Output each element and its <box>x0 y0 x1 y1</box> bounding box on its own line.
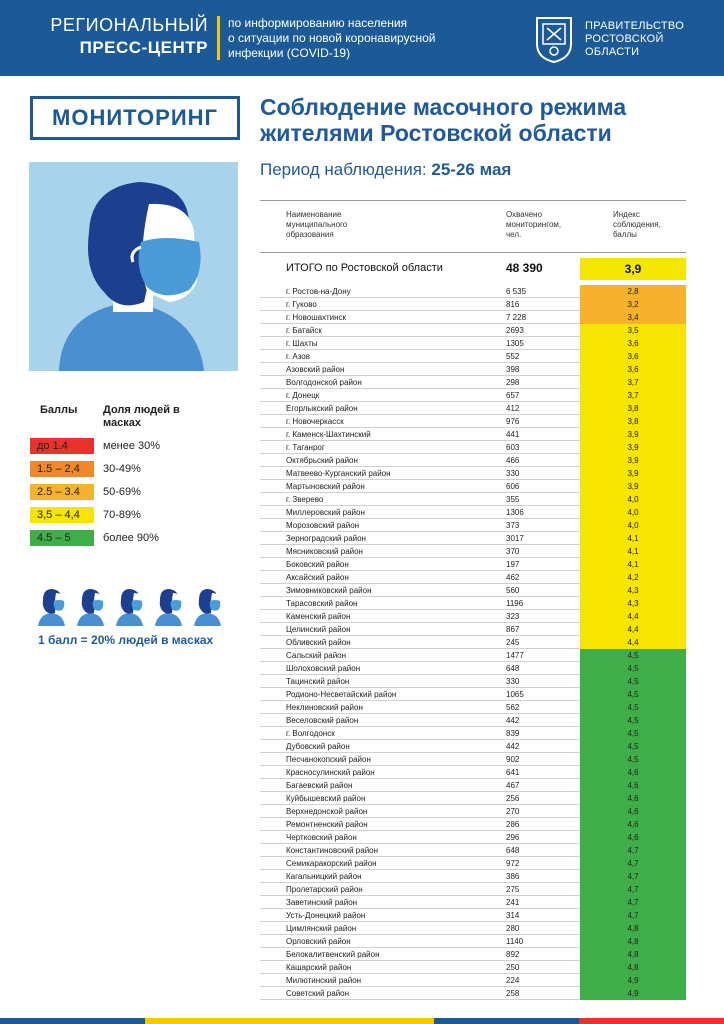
table-row <box>260 506 686 519</box>
table-row <box>260 623 686 636</box>
legend-item <box>30 461 230 477</box>
table-row <box>260 831 686 844</box>
table-row <box>260 389 686 402</box>
row-name: Целинский район <box>286 625 351 634</box>
table-row <box>260 688 686 701</box>
table-row <box>260 714 686 727</box>
row-index: 4,1 <box>580 532 686 545</box>
row-count: 250 <box>506 963 520 972</box>
row-count: 867 <box>506 625 520 634</box>
score-note: 1 балл = 20% людей в масках <box>38 633 214 647</box>
table-row <box>260 298 686 311</box>
row-index: 4,4 <box>580 623 686 636</box>
table-row <box>260 818 686 831</box>
row-index: 4,7 <box>580 909 686 922</box>
row-count: 657 <box>506 391 520 400</box>
row-count: 323 <box>506 612 520 621</box>
row-name: Матвеево-Курганский район <box>286 469 391 478</box>
row-name: Обливский район <box>286 638 351 647</box>
table-row <box>260 519 686 532</box>
col-header-count-line: Охвачено <box>506 210 543 219</box>
row-name: Кагальницкий район <box>286 872 362 881</box>
row-index: 4,5 <box>580 727 686 740</box>
row-count: 442 <box>506 716 520 725</box>
row-index: 3,4 <box>580 311 686 324</box>
press-line-2: ПРЕСС-ЦЕНТР <box>79 38 208 57</box>
row-index: 3,9 <box>580 480 686 493</box>
table-row <box>260 857 686 870</box>
row-count: 976 <box>506 417 520 426</box>
row-name: Боковский район <box>286 560 349 569</box>
row-index: 3,8 <box>580 415 686 428</box>
legend-item <box>30 484 230 500</box>
person-head-icon <box>36 586 66 626</box>
masked-person-icon <box>29 162 238 371</box>
row-name: Морозовский район <box>286 521 360 530</box>
row-name: Заветинский район <box>286 898 358 907</box>
row-name: Аксайский район <box>286 573 349 582</box>
row-index: 4,6 <box>580 805 686 818</box>
row-count: 224 <box>506 976 520 985</box>
footer-stripe-segment <box>290 1018 435 1024</box>
row-index: 4,8 <box>580 961 686 974</box>
row-name: г. Каменск-Шахтинский <box>286 430 371 439</box>
row-name: Сальский район <box>286 651 347 660</box>
row-index: 4,1 <box>580 545 686 558</box>
table-row <box>260 454 686 467</box>
row-index: 4,5 <box>580 675 686 688</box>
table-row <box>260 701 686 714</box>
col-header-index-line: баллы <box>613 230 637 239</box>
table-row <box>260 779 686 792</box>
period-value: 25-26 мая <box>431 160 512 179</box>
person-head-icon <box>153 586 183 626</box>
row-index: 2,8 <box>580 285 686 298</box>
row-count: 603 <box>506 443 520 452</box>
five-heads <box>36 586 226 626</box>
table-header-rule <box>260 252 686 253</box>
row-count: 270 <box>506 807 520 816</box>
row-index: 3,9 <box>580 428 686 441</box>
table-row <box>260 961 686 974</box>
total-count: 48 390 <box>506 261 543 275</box>
row-count: 972 <box>506 859 520 868</box>
row-count: 373 <box>506 521 520 530</box>
col-header-name <box>286 210 347 240</box>
header-subtitle <box>228 16 488 61</box>
row-name: Дубовский район <box>286 742 350 751</box>
legend-label: менее 30% <box>103 440 161 452</box>
table-row <box>260 974 686 987</box>
row-count: 462 <box>506 573 520 582</box>
person-head-icon <box>192 586 222 626</box>
table-row <box>260 909 686 922</box>
press-line-1: РЕГИОНАЛЬНЫЙ <box>50 15 208 35</box>
row-name: Советский район <box>286 989 350 998</box>
row-name: г. Батайск <box>286 326 322 335</box>
monitoring-badge: МОНИТОРИНГ <box>30 96 240 140</box>
col-header-count <box>506 210 561 240</box>
row-name: Ремонтненский район <box>286 820 368 829</box>
person-head-icon <box>75 586 105 626</box>
row-name: Тарасовский район <box>286 599 358 608</box>
legend-swatch: 1.5 – 2,4 <box>30 461 94 477</box>
row-index: 4,3 <box>580 584 686 597</box>
title-line-1: Соблюдение масочного режима <box>260 94 627 120</box>
table-row <box>260 675 686 688</box>
row-index: 4,7 <box>580 883 686 896</box>
row-index: 3,7 <box>580 376 686 389</box>
legend-item <box>30 438 230 454</box>
gov-line-3: ОБЛАСТИ <box>585 46 640 58</box>
table-row <box>260 571 686 584</box>
row-index: 3,8 <box>580 402 686 415</box>
table-row <box>260 311 686 324</box>
row-name: г. Донецк <box>286 391 320 400</box>
col-header-count-line: чел. <box>506 230 522 239</box>
row-count: 398 <box>506 365 520 374</box>
subtitle-line-2: о ситуации по новой коронавирусной <box>228 31 436 45</box>
col-header-name-line: муниципального <box>286 220 348 229</box>
row-index: 3,9 <box>580 441 686 454</box>
row-name: Каменский район <box>286 612 351 621</box>
legend-item <box>30 530 230 546</box>
person-head-icon <box>114 586 144 626</box>
col-header-index-line: соблюдения, <box>613 220 661 229</box>
row-index: 3,6 <box>580 363 686 376</box>
row-index: 4,5 <box>580 662 686 675</box>
row-count: 892 <box>506 950 520 959</box>
row-name: Пролетарский район <box>286 885 363 894</box>
row-name: г. Ростов-на-Дону <box>286 287 351 296</box>
row-index: 4,7 <box>580 870 686 883</box>
row-index: 4,8 <box>580 922 686 935</box>
row-name: г. Гуково <box>286 300 317 309</box>
row-count: 839 <box>506 729 520 738</box>
row-index: 4,5 <box>580 688 686 701</box>
row-name: г. Волгодонск <box>286 729 335 738</box>
table-row <box>260 805 686 818</box>
col-header-count-line: мониторингом, <box>506 220 562 229</box>
row-name: Усть-Донецкий район <box>286 911 366 920</box>
title-line-2: жителями Ростовской области <box>260 120 612 146</box>
table-row <box>260 740 686 753</box>
table-row <box>260 883 686 896</box>
table-row <box>260 896 686 909</box>
gov-line-2: РОСТОВСКОЙ <box>585 33 664 45</box>
total-index: 3,9 <box>580 258 686 280</box>
row-count: 648 <box>506 664 520 673</box>
row-name: Цимлянский район <box>286 924 357 933</box>
col-header-index <box>613 210 661 240</box>
row-index: 4,5 <box>580 649 686 662</box>
row-name: Шолоховский район <box>286 664 361 673</box>
legend-swatch: 2.5 – 3.4 <box>30 484 94 500</box>
row-index: 4,7 <box>580 896 686 909</box>
row-index: 4,5 <box>580 701 686 714</box>
row-name: г. Азов <box>286 352 310 361</box>
row-count: 1306 <box>506 508 524 517</box>
row-count: 902 <box>506 755 520 764</box>
row-index: 3,6 <box>580 350 686 363</box>
table-row <box>260 649 686 662</box>
row-name: Октябрьский район <box>286 456 358 465</box>
table-row <box>260 792 686 805</box>
footer-stripe-segment <box>0 1018 145 1024</box>
row-index: 4,6 <box>580 792 686 805</box>
row-index: 3,9 <box>580 467 686 480</box>
table-row <box>260 558 686 571</box>
table-row <box>260 753 686 766</box>
header-bar <box>0 0 724 76</box>
subtitle-line-3: инфекции (COVID-19) <box>228 46 351 60</box>
col-header-name-line: образования <box>286 230 334 239</box>
row-index: 4,8 <box>580 935 686 948</box>
row-count: 606 <box>506 482 520 491</box>
table-row <box>260 337 686 350</box>
row-name: Неклиновский район <box>286 703 363 712</box>
row-name: г. Таганрог <box>286 443 325 452</box>
row-index: 4,7 <box>580 857 686 870</box>
row-name: г. Шахты <box>286 339 318 348</box>
legend-swatch: до 1.4 <box>30 438 94 454</box>
row-index: 4,6 <box>580 831 686 844</box>
table-row <box>260 376 686 389</box>
table-row <box>260 987 686 1000</box>
footer-stripe-segment <box>434 1018 579 1024</box>
government-label <box>585 20 715 59</box>
row-name: Песчанокопский район <box>286 755 371 764</box>
row-index: 4,9 <box>580 974 686 987</box>
row-index: 4,5 <box>580 714 686 727</box>
row-name: Красносулинский район <box>286 768 375 777</box>
row-name: Миллеровский район <box>286 508 365 517</box>
row-name: Орловский район <box>286 937 351 946</box>
total-row <box>260 258 686 280</box>
subtitle-line-1: по информированию населения <box>228 16 408 30</box>
row-count: 1196 <box>506 599 524 608</box>
row-name: Константиновский район <box>286 846 379 855</box>
row-name: Родионо-Несветайский район <box>286 690 397 699</box>
row-count: 386 <box>506 872 520 881</box>
row-count: 7 228 <box>506 313 527 322</box>
row-count: 258 <box>506 989 520 998</box>
masked-person-illustration <box>29 162 238 371</box>
row-index: 3,9 <box>580 454 686 467</box>
row-count: 314 <box>506 911 520 920</box>
row-name: г. Новочеркасск <box>286 417 344 426</box>
compliance-table <box>260 200 686 1000</box>
table-row <box>260 402 686 415</box>
row-name: Семикаракорский район <box>286 859 377 868</box>
row-count: 552 <box>506 352 520 361</box>
table-row <box>260 441 686 454</box>
row-name: Зимовниковский район <box>286 586 372 595</box>
row-name: Куйбышевский район <box>286 794 366 803</box>
table-row <box>260 922 686 935</box>
row-count: 370 <box>506 547 520 556</box>
table-row <box>260 948 686 961</box>
row-count: 1065 <box>506 690 524 699</box>
row-name: Мясниковский район <box>286 547 363 556</box>
row-count: 280 <box>506 924 520 933</box>
table-row <box>260 636 686 649</box>
row-count: 245 <box>506 638 520 647</box>
row-index: 4,0 <box>580 519 686 532</box>
table-row <box>260 727 686 740</box>
row-count: 816 <box>506 300 520 309</box>
row-index: 4,6 <box>580 779 686 792</box>
row-index: 4,4 <box>580 610 686 623</box>
row-count: 6 535 <box>506 287 527 296</box>
row-index: 4,8 <box>580 948 686 961</box>
row-index: 4,6 <box>580 766 686 779</box>
press-center-title <box>48 15 208 58</box>
table-row <box>260 324 686 337</box>
table-row <box>260 870 686 883</box>
row-count: 275 <box>506 885 520 894</box>
row-index: 4,3 <box>580 597 686 610</box>
row-count: 641 <box>506 768 520 777</box>
total-name: ИТОГО по Ростовской области <box>286 262 443 274</box>
row-count: 330 <box>506 677 520 686</box>
row-index: 4,0 <box>580 506 686 519</box>
row-index: 3,6 <box>580 337 686 350</box>
row-index: 3,7 <box>580 389 686 402</box>
page-title <box>260 94 710 146</box>
table-row <box>260 597 686 610</box>
table-row <box>260 935 686 948</box>
row-name: Волгодонской район <box>286 378 362 387</box>
table-row <box>260 493 686 506</box>
row-name: Белокалитвенский район <box>286 950 380 959</box>
table-row <box>260 428 686 441</box>
legend-swatch: 4.5 – 5 <box>30 530 94 546</box>
table-row <box>260 285 686 298</box>
coat-of-arms-icon <box>533 14 575 64</box>
table-row <box>260 662 686 675</box>
row-count: 560 <box>506 586 520 595</box>
table-row <box>260 584 686 597</box>
row-name: Кашарский район <box>286 963 352 972</box>
row-name: Зерноградский район <box>286 534 366 543</box>
row-count: 442 <box>506 742 520 751</box>
row-count: 355 <box>506 495 520 504</box>
row-count: 298 <box>506 378 520 387</box>
row-count: 2693 <box>506 326 524 335</box>
row-count: 286 <box>506 820 520 829</box>
gov-line-1: ПРАВИТЕЛЬСТВО <box>585 20 685 32</box>
row-name: Азовский район <box>286 365 345 374</box>
row-count: 648 <box>506 846 520 855</box>
row-count: 330 <box>506 469 520 478</box>
col-header-index-line: Индекс <box>613 210 640 219</box>
row-index: 3,2 <box>580 298 686 311</box>
table-row <box>260 766 686 779</box>
row-name: г. Новошахтинск <box>286 313 347 322</box>
row-name: Мартыновский район <box>286 482 365 491</box>
header-separator <box>217 16 220 60</box>
period-label: Период наблюдения: <box>260 160 427 179</box>
row-count: 466 <box>506 456 520 465</box>
table-row <box>260 363 686 376</box>
row-count: 412 <box>506 404 520 413</box>
row-count: 1305 <box>506 339 524 348</box>
row-count: 562 <box>506 703 520 712</box>
row-name: Чертковский район <box>286 833 357 842</box>
table-body <box>260 285 686 1000</box>
table-row <box>260 467 686 480</box>
table-row <box>260 350 686 363</box>
footer-stripe-segment <box>145 1018 290 1024</box>
legend-item <box>30 507 230 523</box>
legend-label: 50-69% <box>103 486 141 498</box>
table-row <box>260 610 686 623</box>
row-index: 3,5 <box>580 324 686 337</box>
legend-share-header: Доля людей в масках <box>103 404 180 429</box>
row-index: 4,5 <box>580 753 686 766</box>
table-top-rule <box>260 200 686 201</box>
observation-period <box>260 160 511 180</box>
table-row <box>260 415 686 428</box>
row-count: 3017 <box>506 534 524 543</box>
row-name: Багаевский район <box>286 781 353 790</box>
table-row <box>260 844 686 857</box>
row-count: 296 <box>506 833 520 842</box>
row-index: 4,6 <box>580 818 686 831</box>
row-name: Егорлыкский район <box>286 404 358 413</box>
table-row <box>260 545 686 558</box>
row-count: 256 <box>506 794 520 803</box>
legend-swatch: 3,5 – 4,4 <box>30 507 94 523</box>
row-count: 1477 <box>506 651 524 660</box>
row-count: 441 <box>506 430 520 439</box>
legend-label: 70-89% <box>103 509 141 521</box>
row-index: 4,4 <box>580 636 686 649</box>
row-index: 4,7 <box>580 844 686 857</box>
table-row <box>260 532 686 545</box>
row-name: Тацинский район <box>286 677 350 686</box>
row-index: 4,2 <box>580 571 686 584</box>
row-count: 467 <box>506 781 520 790</box>
row-index: 4,5 <box>580 740 686 753</box>
col-header-name-line: Наименование <box>286 210 342 219</box>
row-name: Верхнедонской район <box>286 807 368 816</box>
row-index: 4,1 <box>580 558 686 571</box>
table-row <box>260 480 686 493</box>
footer-stripe <box>0 1018 724 1024</box>
legend-score-header: Баллы <box>40 404 78 416</box>
row-name: Милютинский район <box>286 976 362 985</box>
row-index: 4,0 <box>580 493 686 506</box>
row-count: 1140 <box>506 937 524 946</box>
footer-stripe-segment <box>579 1018 724 1024</box>
row-name: Веселовский район <box>286 716 359 725</box>
row-count: 197 <box>506 560 520 569</box>
legend-label: более 90% <box>103 532 159 544</box>
row-index: 4,9 <box>580 987 686 1000</box>
row-count: 241 <box>506 898 520 907</box>
legend-label: 30-49% <box>103 463 141 475</box>
row-name: г. Зверево <box>286 495 324 504</box>
